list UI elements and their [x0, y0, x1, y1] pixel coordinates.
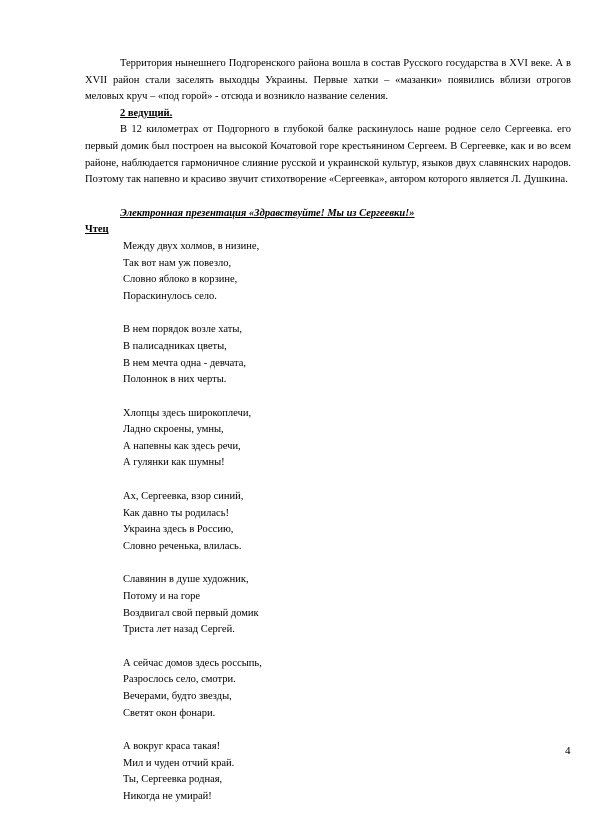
- poem-line: Славянин в душе художник,: [123, 574, 249, 586]
- poem-line: Воздвигал свой первый домик: [123, 607, 259, 619]
- page-number: 4: [565, 745, 571, 757]
- page-content: [85, 56, 571, 823]
- poem-line: В нем порядок возле хаты,: [123, 324, 243, 336]
- poem-line: Ладно скроены, умны,: [123, 424, 224, 436]
- poem-line: Потому и на горе: [123, 591, 201, 603]
- poem-line: Светят окон фонари.: [123, 707, 216, 719]
- poem-line: Между двух холмов, в низине,: [123, 240, 260, 252]
- poem-stanza: [123, 322, 571, 388]
- poem-line: Полоннок в них черты.: [123, 374, 227, 386]
- poem-line: А напевны как здесь речи,: [123, 440, 241, 452]
- presentation-title: Электронная презентация «Здравствуйте! Мы из Сергеевки!»: [120, 207, 415, 219]
- poem-line: Пораскинулось село.: [123, 290, 217, 302]
- poem-line: Триста лет назад Сергей.: [123, 624, 235, 636]
- poem-line: Разрослось село, смотри.: [123, 674, 236, 686]
- poem-line: Так вот нам уж повезло,: [123, 257, 232, 269]
- poem-line: В нем мечта одна - девчата,: [123, 357, 247, 369]
- poem-stanza: [123, 739, 571, 805]
- poem-line: А сейчас домов здесь россыпь,: [123, 657, 262, 669]
- poem-line: В палисадниках цветы,: [123, 340, 227, 352]
- poem-line: А вокруг краса такая!: [123, 741, 221, 753]
- poem-line: Украина здесь в Россию,: [123, 524, 234, 536]
- poem-line: Словно яблоко в корзине,: [123, 274, 238, 286]
- poem-line: Вечерами, будто звезды,: [123, 691, 232, 702]
- intro-paragraph: Территория нынешнего Подгоренского района вошла в состав Русского государства в XVI веке. А в XVII район стали заселять выходцы Украины. Первые хатки – «мазанки» появились вблизи отрогов меловых круч – «под горой» - отсюда и возникло название селения.: [85, 58, 571, 103]
- poem-stanza: [123, 656, 571, 722]
- poem-stanza: [123, 239, 571, 305]
- poem-line: Словно реченька, влилась.: [123, 540, 242, 552]
- poem-stanza: [123, 406, 571, 472]
- poem-line: Ах, Сергеевка, взор синий,: [123, 491, 244, 503]
- presenter-heading: 2 ведущий.: [120, 107, 173, 119]
- poem-line: Мил и чуден отчий край.: [123, 757, 235, 769]
- reader-label: Чтец: [85, 224, 109, 236]
- poem-stanza: [123, 572, 571, 638]
- poem-line: Как давно ты родилась!: [123, 507, 229, 519]
- village-paragraph: В 12 километрах от Подгорного в глубокой балке раскинулось наше родное село Сергеевка. его первый домик был построен на высокой Кочатовой горе крестьянином Сергеем. В Сергеевке, как и во всем районе, наблюдается гармоничное слияние русской и украинской культур, языков двух славянских народов. Поэтому так напевно и красиво звучит стихотворение «Сергеевка», автором которого является Л. Душкина.: [85, 124, 571, 186]
- poem-line: А гулянки как шумны!: [123, 457, 225, 469]
- poem-line: Хлопцы здесь широкоплечи,: [123, 407, 252, 419]
- poem-stanza: [123, 489, 571, 555]
- poem-line: Никогда не умирай!: [123, 790, 212, 802]
- poem-line: Ты, Сергеевка родная,: [123, 774, 223, 786]
- poem: [123, 239, 571, 806]
